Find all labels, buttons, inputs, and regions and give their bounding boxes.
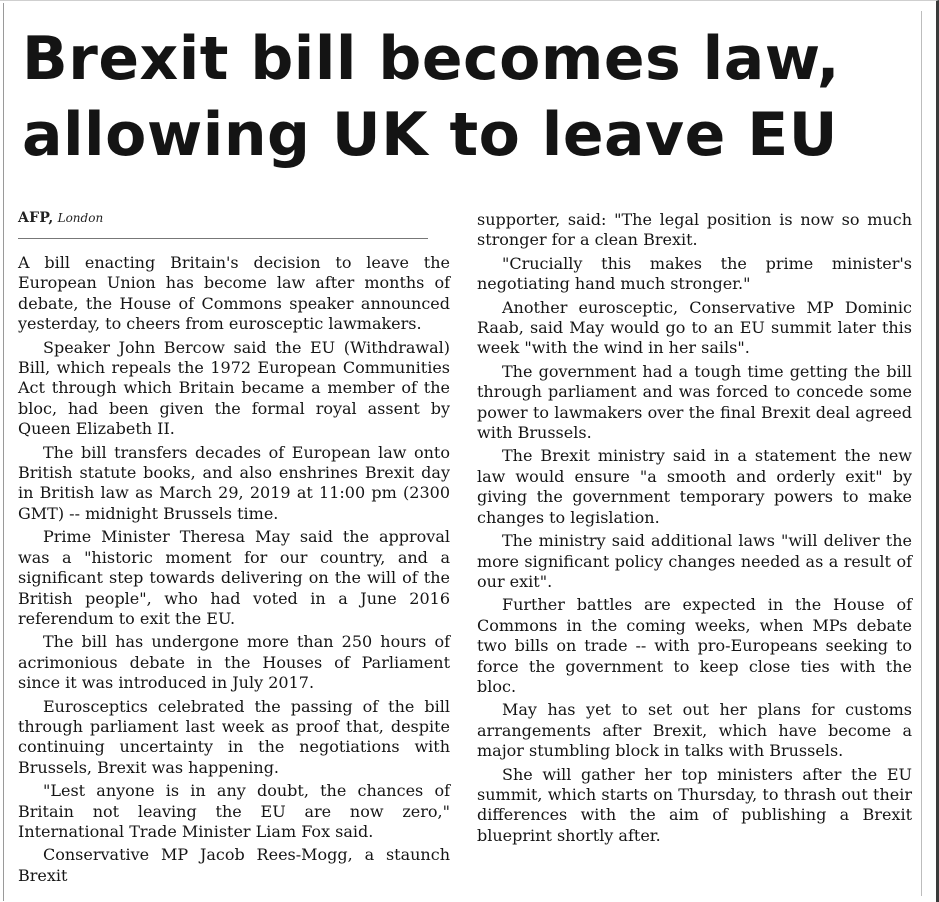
headline-line-1: Brexit bill becomes law, bbox=[22, 24, 841, 94]
byline bbox=[18, 209, 103, 227]
paragraph: Prime Minister Theresa May said the approval was a "historic moment for our country, and a significant step towards delivering on the will of the British people", who had voted in a June 2016 referendum to exit the EU. bbox=[18, 527, 450, 628]
byline-divider bbox=[18, 238, 428, 239]
paragraph: Eurosceptics celebrated the passing of the bill through parliament last week as proof that, despite continuing uncertainty in the negotiations with Brussels, Brexit was happening. bbox=[18, 696, 450, 777]
paragraph: Speaker John Bercow said the EU (Withdrawal) Bill, which repeals the 1972 European Communities Act through which Britain became a member of the bloc, had been given the formal royal assent by Queen Elizabeth II. bbox=[18, 337, 450, 439]
byline-place: London bbox=[57, 211, 104, 225]
paragraph: A bill enacting Britain's decision to leave the European Union has become law after months of debate, the House of Commons speaker announced yesterday, to cheers from eurosceptic lawmakers. bbox=[18, 253, 450, 334]
paragraph: Further battles are expected in the House of Commons in the coming weeks, when MPs debate two bills on trade -- with pro-Europeans seeking to force the government to keep close ties with the bloc. bbox=[477, 595, 912, 696]
paragraph: supporter, said: "The legal position is now so much stronger for a clean Brexit. bbox=[477, 210, 912, 250]
article-column-right bbox=[477, 210, 912, 849]
paragraph: Another eurosceptic, Conservative MP Dominic Raab, said May would go to an EU summit later this week "with the wind in her sails". bbox=[477, 297, 912, 358]
paragraph: "Crucially this makes the prime minister's negotiating hand much stronger." bbox=[477, 253, 912, 294]
paragraph: She will gather her top ministers after the EU summit, which starts on Thursday, to thrash out their differences with the aim of publishing a Brexit blueprint shortly after. bbox=[477, 764, 912, 845]
paragraph: "Lest anyone is in any doubt, the chances of Britain not leaving the EU are now zero," International Trade Minister Liam Fox said. bbox=[18, 781, 450, 841]
paragraph: The bill has undergone more than 250 hours of acrimonious debate in the Houses of Parliament since it was introduced in July 2017. bbox=[18, 632, 450, 693]
left-border-rule bbox=[3, 3, 4, 901]
paragraph: The Brexit ministry said in a statement the new law would ensure "a smooth and orderly exit" by giving the government temporary powers to make changes to legislation. bbox=[477, 446, 912, 527]
paragraph: The government had a tough time getting the bill through parliament and was forced to concede some power to lawmakers over the final Brexit deal agreed with Brussels. bbox=[477, 361, 912, 443]
right-column-rule bbox=[921, 11, 922, 896]
headline-line-2: allowing UK to leave EU bbox=[22, 100, 838, 170]
paragraph: May has yet to set out her plans for customs arrangements after Brexit, which have become a major stumbling block in talks with Brussels. bbox=[477, 700, 912, 761]
paragraph: The bill transfers decades of European law onto British statute books, and also enshrines Brexit day in British law as March 29, 2019 at 11:00 pm (2300 GMT) -- midnight Brussels time. bbox=[18, 442, 450, 523]
headline bbox=[22, 21, 902, 173]
paragraph: The ministry said additional laws "will deliver the more significant policy changes needed as a result of our exit". bbox=[477, 531, 912, 591]
paragraph: Conservative MP Jacob Rees-Mogg, a staunch Brexit bbox=[18, 845, 450, 885]
article-column-left bbox=[18, 253, 450, 889]
byline-agency: AFP, bbox=[18, 210, 54, 226]
